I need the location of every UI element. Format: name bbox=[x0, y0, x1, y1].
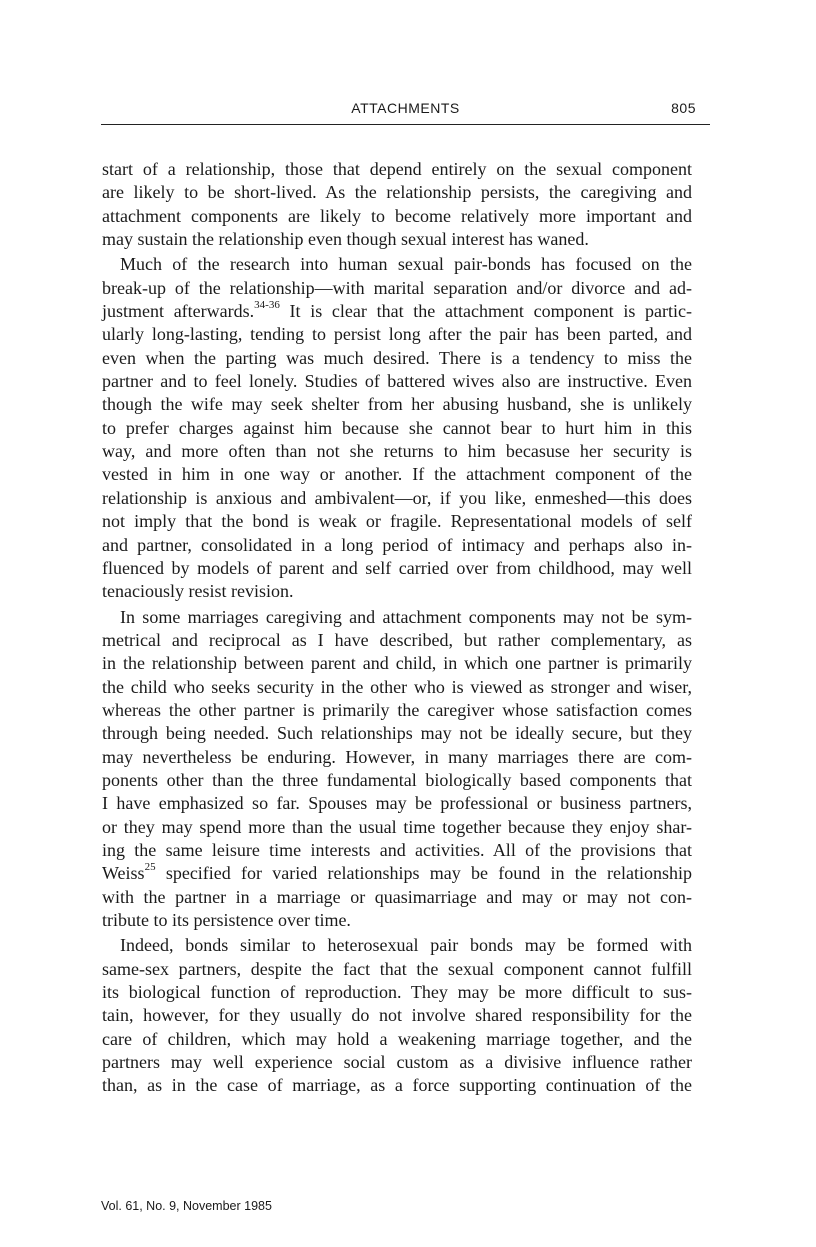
text-line: tribute to its persistence over time. bbox=[102, 910, 351, 930]
text-line: not imply that the bond is weak or fragile. Representational models of self bbox=[102, 511, 692, 532]
paragraph bbox=[102, 934, 692, 1097]
text-line: vested in him in one way or another. If the attachment component of the bbox=[102, 464, 692, 485]
text-line: attachment components are likely to become relatively more important and bbox=[102, 205, 692, 226]
text-line: ularly long-lasting, tending to persist long after the pair has been parted, and bbox=[102, 324, 692, 345]
text-line: break-up of the relationship—with marital separation and/or divorce and ad- bbox=[102, 277, 692, 298]
text-line: its biological function of reproduction. They may be more difficult to sus- bbox=[102, 982, 692, 1003]
text-line: partner and to feel lonely. Studies of battered wives also are instructive. Even bbox=[102, 371, 692, 392]
text-line: Indeed, bonds similar to heterosexual pair bonds may be formed with bbox=[120, 935, 692, 956]
text-line: same-sex partners, despite the fact that the sexual component cannot fulfill bbox=[102, 958, 692, 979]
running-title: ATTACHMENTS bbox=[351, 100, 460, 116]
text-line: metrical and reciprocal as I have described, but rather complementary, as bbox=[102, 629, 692, 650]
text-line: than, as in the case of marriage, as a force supporting continuation of the bbox=[102, 1075, 692, 1096]
text-line: whereas the other partner is primarily the caregiver whose satisfaction comes bbox=[102, 699, 692, 720]
reference-superscript: 25 bbox=[144, 861, 156, 874]
journal-citation: Vol. 61, No. 9, November 1985 bbox=[101, 1199, 272, 1213]
paragraph bbox=[102, 606, 692, 933]
header-rule bbox=[101, 124, 710, 125]
text-line: may nevertheless be enduring. However, in many marriages there are com- bbox=[102, 746, 692, 767]
text-line: even when the parting was much desired. There is a tendency to miss the bbox=[102, 347, 692, 368]
text-line: partners may well experience social custom as a divisive influence rather bbox=[102, 1052, 692, 1073]
text-line: tain, however, for they usually do not involve shared responsibility for the bbox=[102, 1005, 692, 1026]
text-line: Weiss$^{25}$ specified for varied relationships may be found in the relationship bbox=[102, 861, 692, 884]
page-number: 805 bbox=[671, 100, 696, 116]
text-line: and partner, consolidated in a long period of intimacy and perhaps also in- bbox=[102, 534, 692, 555]
running-header bbox=[101, 96, 710, 122]
text-line: in the relationship between parent and child, in which one partner is primarily bbox=[102, 653, 692, 674]
text-line: with the partner in a marriage or quasimarriage and may or may not con- bbox=[102, 886, 692, 907]
text-line: though the wife may seek shelter from her abusing husband, she is unlikely bbox=[102, 394, 692, 415]
text-line: way, and more often than not she returns to him becasuse her security is bbox=[102, 441, 692, 462]
paragraph bbox=[102, 158, 692, 251]
text-line: ing the same leisure time interests and activities. All of the provisions that bbox=[102, 839, 692, 860]
text-line: relationship is anxious and ambivalent—or, if you like, enmeshed—this does bbox=[102, 487, 692, 508]
text-line: tenaciously resist revision. bbox=[102, 581, 294, 602]
text-line: care of children, which may hold a weakening marriage together, and the bbox=[102, 1028, 692, 1049]
text-line: justment afterwards.$^{34-36}$ It is clear that the attachment component is partic- bbox=[102, 299, 692, 322]
text-line: may sustain the relationship even though sexual interest has waned. bbox=[102, 229, 589, 250]
text-line: fluenced by models of parent and self carried over from childhood, may well bbox=[102, 557, 692, 578]
text-line: to prefer charges against him because she cannot bear to hurt him in this bbox=[102, 417, 692, 438]
text-line: ponents other than the three fundamental biologically based components that bbox=[102, 769, 692, 790]
text-line: I have emphasized so far. Spouses may be professional or business partners, bbox=[102, 793, 692, 814]
text-line: start of a relationship, those that depend entirely on the sexual component bbox=[102, 159, 692, 179]
text-line: In some marriages caregiving and attachment components may not be sym- bbox=[120, 606, 692, 627]
text-line: or they may spend more than the usual time together because they enjoy shar- bbox=[102, 816, 692, 837]
text-line: the child who seeks security in the other who is viewed as stronger and wiser, bbox=[102, 676, 692, 697]
text-line: Much of the research into human sexual pair-bonds has focused on the bbox=[120, 254, 692, 275]
text-line: through being needed. Such relationships may not be ideally secure, but they bbox=[102, 723, 692, 744]
paragraph bbox=[102, 253, 692, 603]
reference-superscript: 34-36 bbox=[254, 299, 280, 312]
text-line: are likely to be short-lived. As the relationship persists, the caregiving and bbox=[102, 182, 692, 203]
article-body bbox=[102, 158, 692, 1098]
